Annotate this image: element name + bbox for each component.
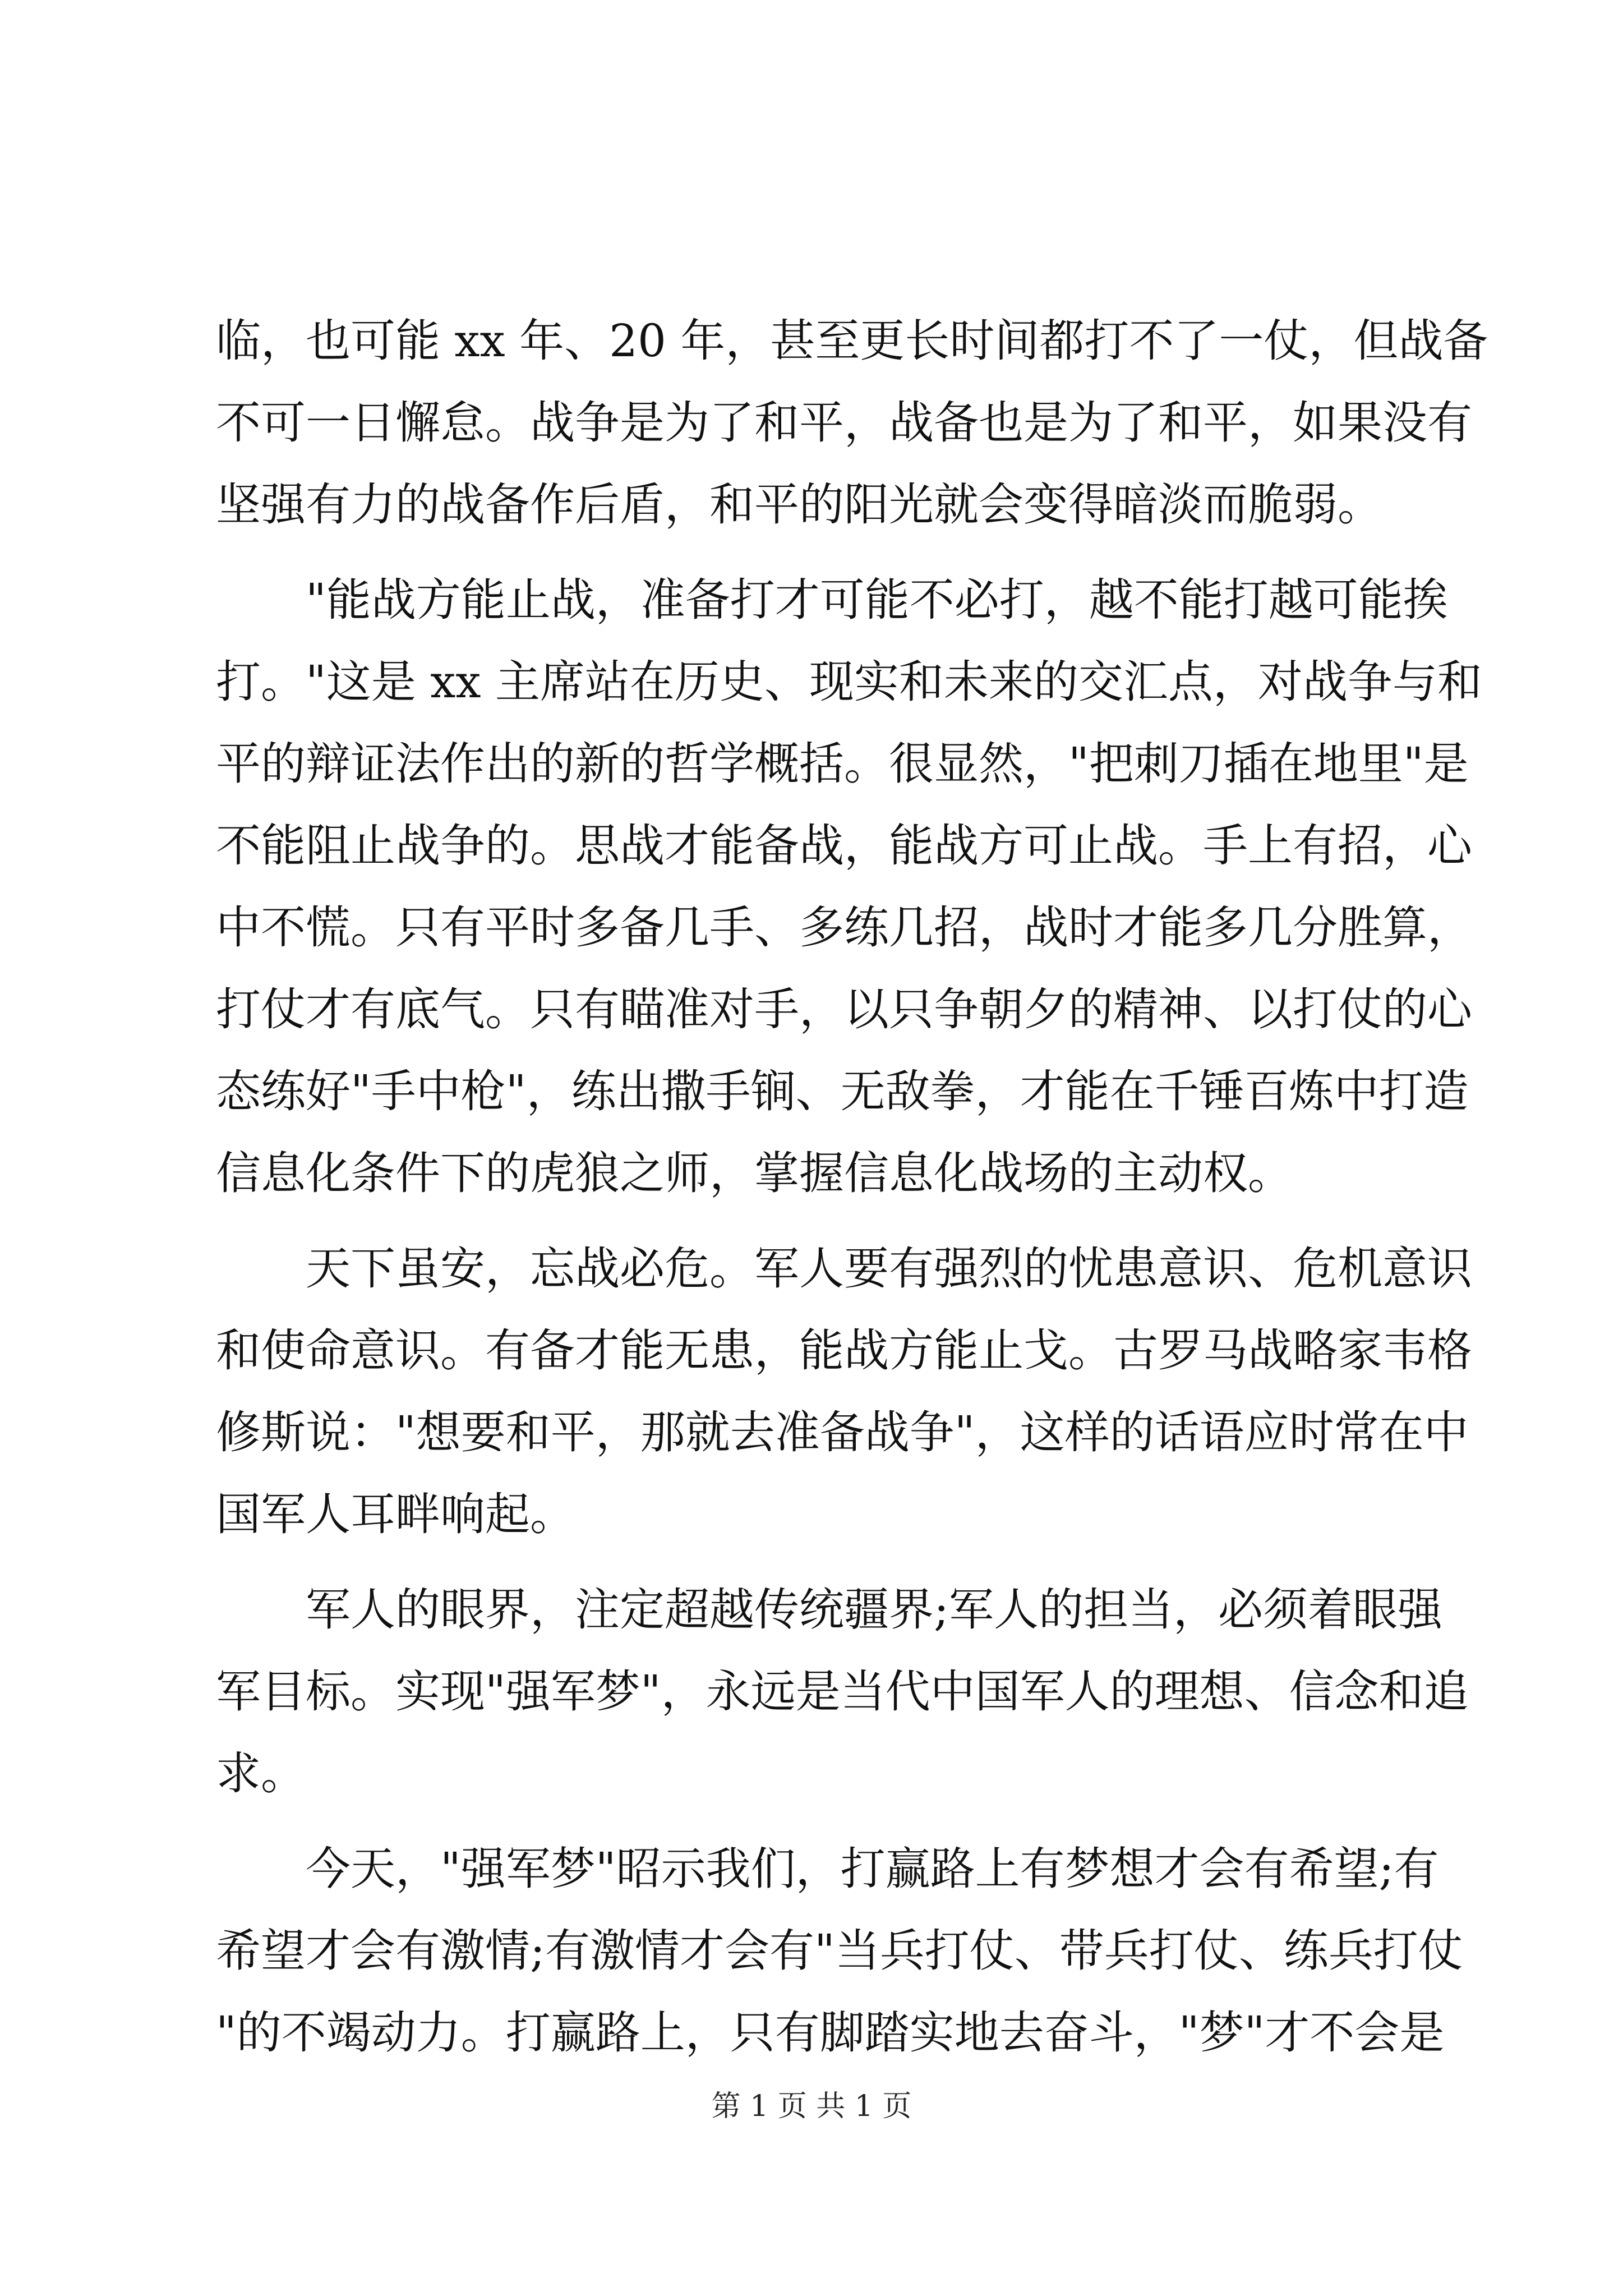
text-line: 不能阻止战争的。思战才能备战，能战方可止战。手上有招，心 [216, 820, 1472, 872]
text-line: 今天，"强军梦"昭示我们，打赢路上有梦想才会有希望;有 [216, 1843, 1439, 1895]
text-line: 打。"这是 xx 主席站在历史、现实和未来的交汇点，对战争与和 [216, 656, 1482, 708]
document-body [216, 300, 1488, 2074]
paragraph [216, 1228, 1472, 1556]
text-line: 希望才会有激情;有激情才会有"当兵打仗、带兵打仗、练兵打仗 [216, 1925, 1463, 1977]
text-line: 国军人耳畔响起。 [216, 1488, 575, 1540]
page-footer: 第 1 页 共 1 页 [711, 2090, 912, 2123]
paragraph [216, 1828, 1463, 2074]
paragraph [216, 1569, 1469, 1815]
text-line: 军人的眼界，注定超越传统疆界;军人的担当，必须着眼强 [216, 1584, 1442, 1636]
text-line: 不可一日懈怠。战争是为了和平，战备也是为了和平，如果没有 [216, 397, 1472, 449]
text-line: 临，也可能 xx 年、20 年，甚至更长时间都打不了一仗，但战备 [216, 315, 1488, 367]
text-line: 求。 [216, 1747, 306, 1800]
text-line: 军目标。实现"强军梦"，永远是当代中国军人的理想、信念和追 [216, 1665, 1469, 1718]
text-line: 平的辩证法作出的新的哲学概括。很显然，"把刺刀插在地里"是 [216, 738, 1469, 790]
text-line: 坚强有力的战备作后盾，和平的阳光就会变得暗淡而脆弱。 [216, 478, 1382, 531]
text-line: "的不竭动力。打赢路上，只有脚踏实地去奋斗，"梦"才不会是 [216, 2007, 1445, 2059]
text-line: 打仗才有底气。只有瞄准对手，以只争朝夕的精神、以打仗的心 [216, 983, 1472, 1036]
text-line: 信息化条件下的虎狼之师，掌握信息化战场的主动权。 [216, 1147, 1293, 1199]
text-line: 态练好"手中枪"，练出撒手锏、无敌拳，才能在千锤百炼中打造 [216, 1065, 1469, 1117]
text-line: "能战方能止战，准备打才可能不必打，越不能打越可能挨 [216, 574, 1448, 626]
text-line: 中不慌。只有平时多备几手、多练几招，战时才能多几分胜算， [216, 901, 1472, 954]
text-line: 和使命意识。有备才能无患，能战方能止戈。古罗马战略家韦格 [216, 1324, 1472, 1377]
paragraph [216, 300, 1488, 546]
text-line: 修斯说："想要和平，那就去准备战争"，这样的话语应时常在中 [216, 1406, 1469, 1458]
text-line: 天下虽安，忘战必危。军人要有强烈的忧患意识、危机意识 [216, 1243, 1472, 1295]
paragraph [216, 559, 1482, 1214]
